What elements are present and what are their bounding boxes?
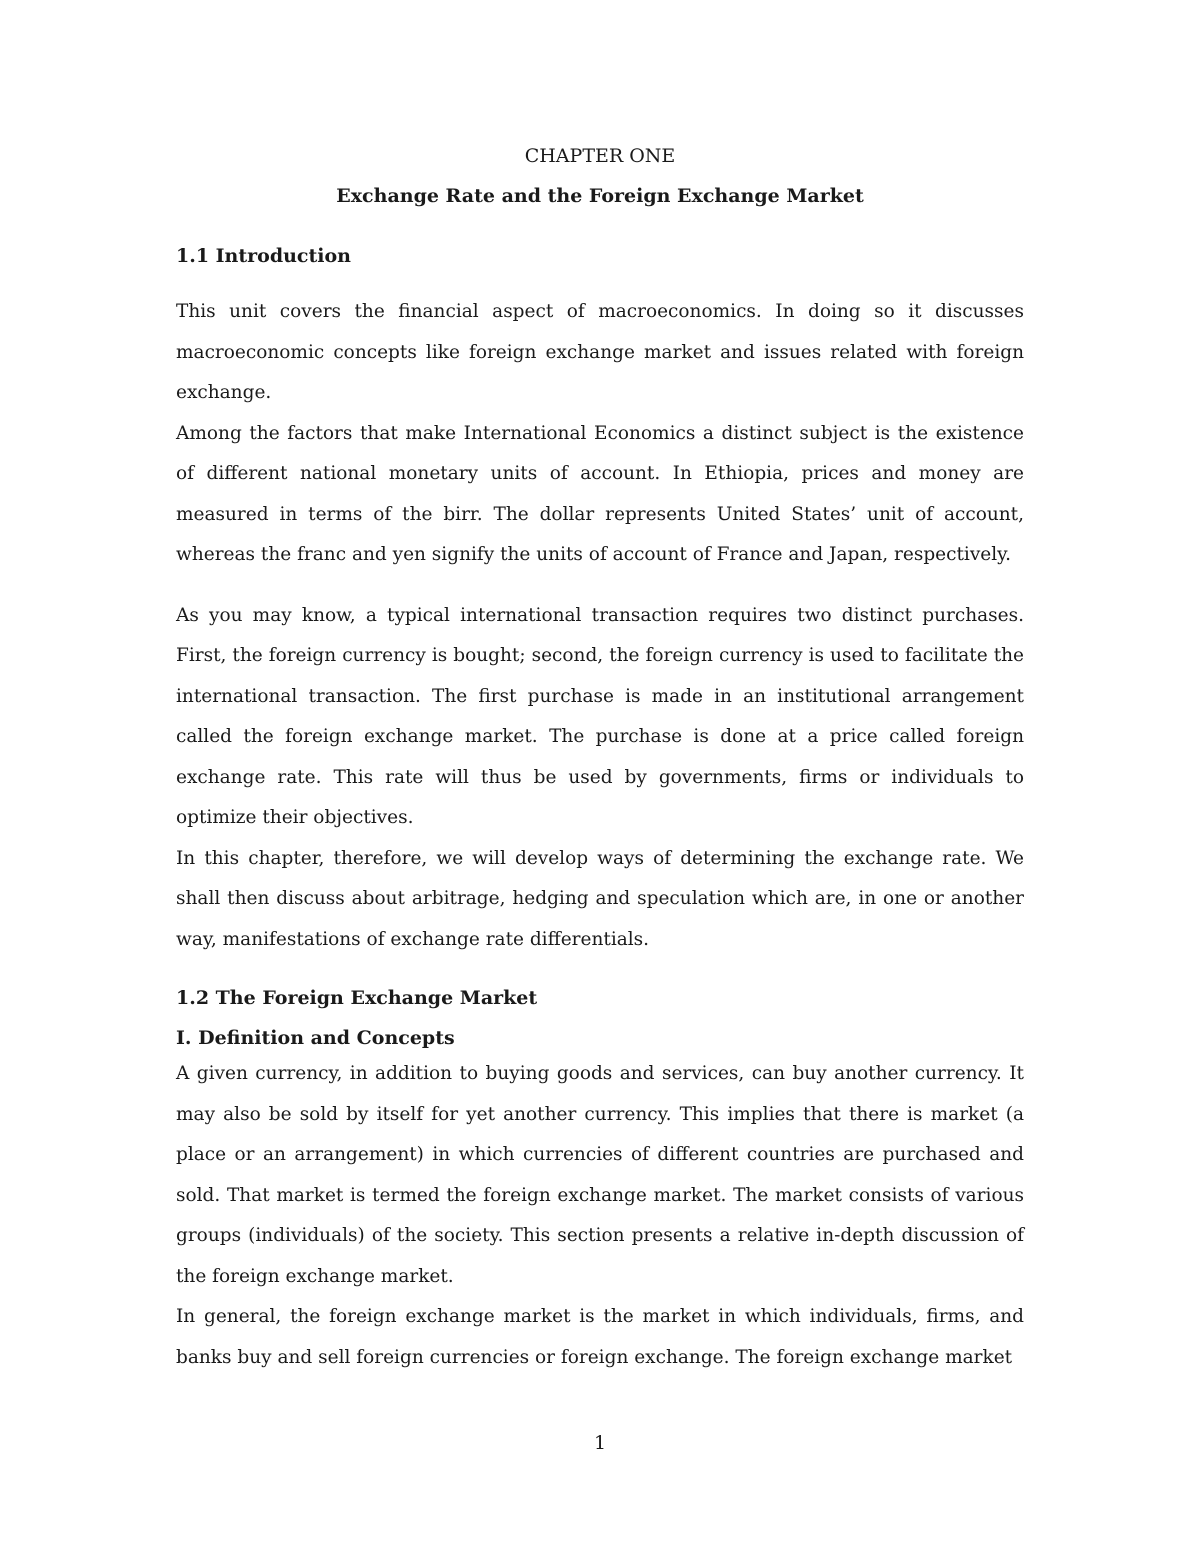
paragraph: This unit covers the financial aspect of macroeconomics. In doing so it discusses macroeconomic concepts like foreign exchange market and issues related with foreign exchange. — [176, 301, 1024, 403]
subsection-heading-definition: I. Definition and Concepts — [176, 1027, 455, 1049]
paragraph: Among the factors that make International Economics a distinct subject is the existence of different national monetary units of account. In Ethiopia, prices and money are measured in terms of the birr. The dollar represents United States’ unit of account, whereas the franc and yen signify the units of account of France and Japan, respectively. — [176, 422, 1024, 565]
paragraph: As you may know, a typical international transaction requires two distinct purchases. First, the foreign currency is bought; second, the foreign currency is used to facilitate the international transaction. The first purchase is made in an institutional arrangement called the foreign exchange market. The purchase is done at a price called foreign exchange rate. This rate will thus be used by governments, firms or individuals to optimize their objectives. — [176, 604, 1024, 828]
section-heading-foreign-exchange-market: 1.2 The Foreign Exchange Market — [176, 987, 538, 1009]
paragraph: A given currency, in addition to buying goods and services, can buy another currency. It may also be sold by itself for yet another currency. This implies that there is market (a place or an arrangement) in which currencies of different countries are purchased and sold. That market is termed the foreign exchange market. The market consists of various groups (individuals) of the society. This section presents a relative in-depth discussion of the foreign exchange market. — [176, 1063, 1024, 1287]
chapter-label: CHAPTER ONE — [524, 145, 676, 167]
chapter-title: Exchange Rate and the Foreign Exchange Market — [336, 185, 864, 207]
section-heading-introduction: 1.1 Introduction — [176, 245, 351, 267]
paragraph: In this chapter, therefore, we will develop ways of determining the exchange rate. We shall then discuss about arbitrage, hedging and speculation which are, in one or another way, manifestations of exchange rate differentials. — [176, 847, 1024, 950]
paragraph: In general, the foreign exchange market is the market in which individuals, firms, and banks buy and sell foreign currencies or foreign exchange. The foreign exchange market — [176, 1306, 1024, 1368]
document-page — [176, 140, 1024, 1378]
page-number: 1 — [593, 1432, 607, 1454]
